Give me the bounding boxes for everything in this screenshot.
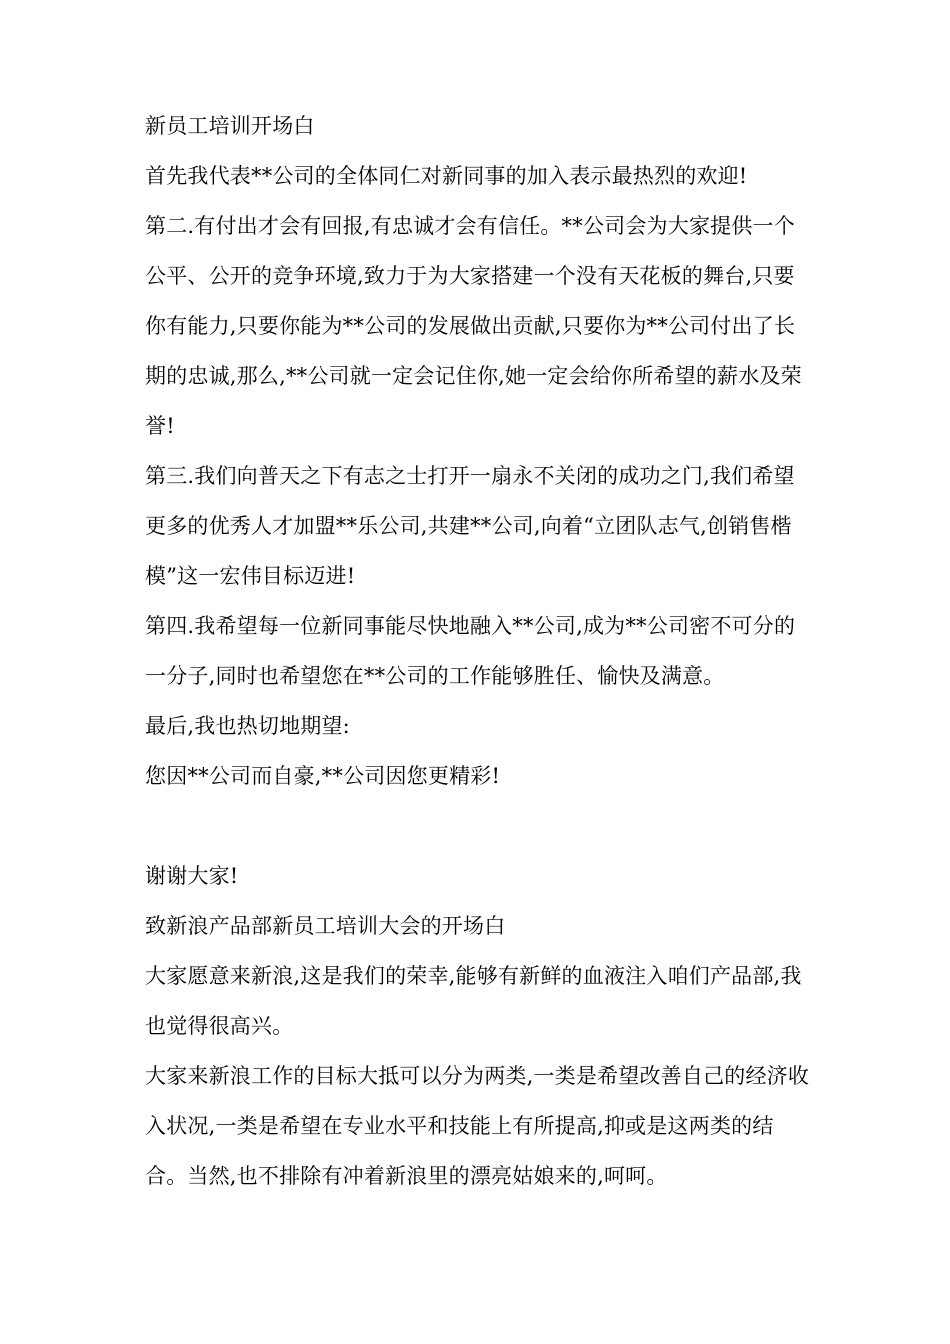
blank-line [145,801,813,851]
doc-title: 新员工培训开场白 [145,114,315,138]
paragraph-finally: 最后,我也热切地期望: [145,714,350,738]
paragraph-welcome: 首先我代表**公司的全体同仁对新同事的加入表示最热烈的欢迎! [145,164,748,188]
paragraph-sina-welcome: 大家愿意来新浪,这是我们的荣幸,能够有新鲜的血液注入咱们产品部,我也觉得很高兴。 [145,964,802,1038]
paragraph-pride: 您因**公司而自豪,**公司因您更精彩! [145,764,501,788]
paragraph-third: 第三.我们向普天之下有志之士打开一扇永不关闭的成功之门,我们希望更多的优秀人才加盟**乐公司,共建**公司,向着“立团队志气,创销售楷模”这一宏伟目标迈进! [145,464,795,588]
paragraph-thanks: 谢谢大家! [145,864,239,888]
paragraph-sina-goals: 大家来新浪工作的目标大抵可以分为两类,一类是希望改善自己的经济收入状况,一类是希望在专业水平和技能上有所提高,抑或是这两类的结合。当然,也不排除有冲着新浪里的漂亮姑娘来的,呵呵。 [145,1064,810,1188]
paragraph-second: 第二.有付出才会有回报,有忠诚才会有信任。**公司会为大家提供一个公平、公开的竞争环境,致力于为大家搭建一个没有天花板的舞台,只要你有能力,只要你能为**公司的发展做出贡献,只要你为**公司付出了长期的忠诚,那么,**公司就一定会记住你,她一定会给你所希望的薪水及荣誉! [145,214,802,438]
paragraph-fourth: 第四.我希望每一位新同事能尽快地融入**公司,成为**公司密不可分的一分子,同时也希望您在**公司的工作能够胜任、愉快及满意。 [145,614,796,688]
section-title-sina: 致新浪产品部新员工培训大会的开场白 [145,914,506,938]
document-body [145,101,813,1201]
